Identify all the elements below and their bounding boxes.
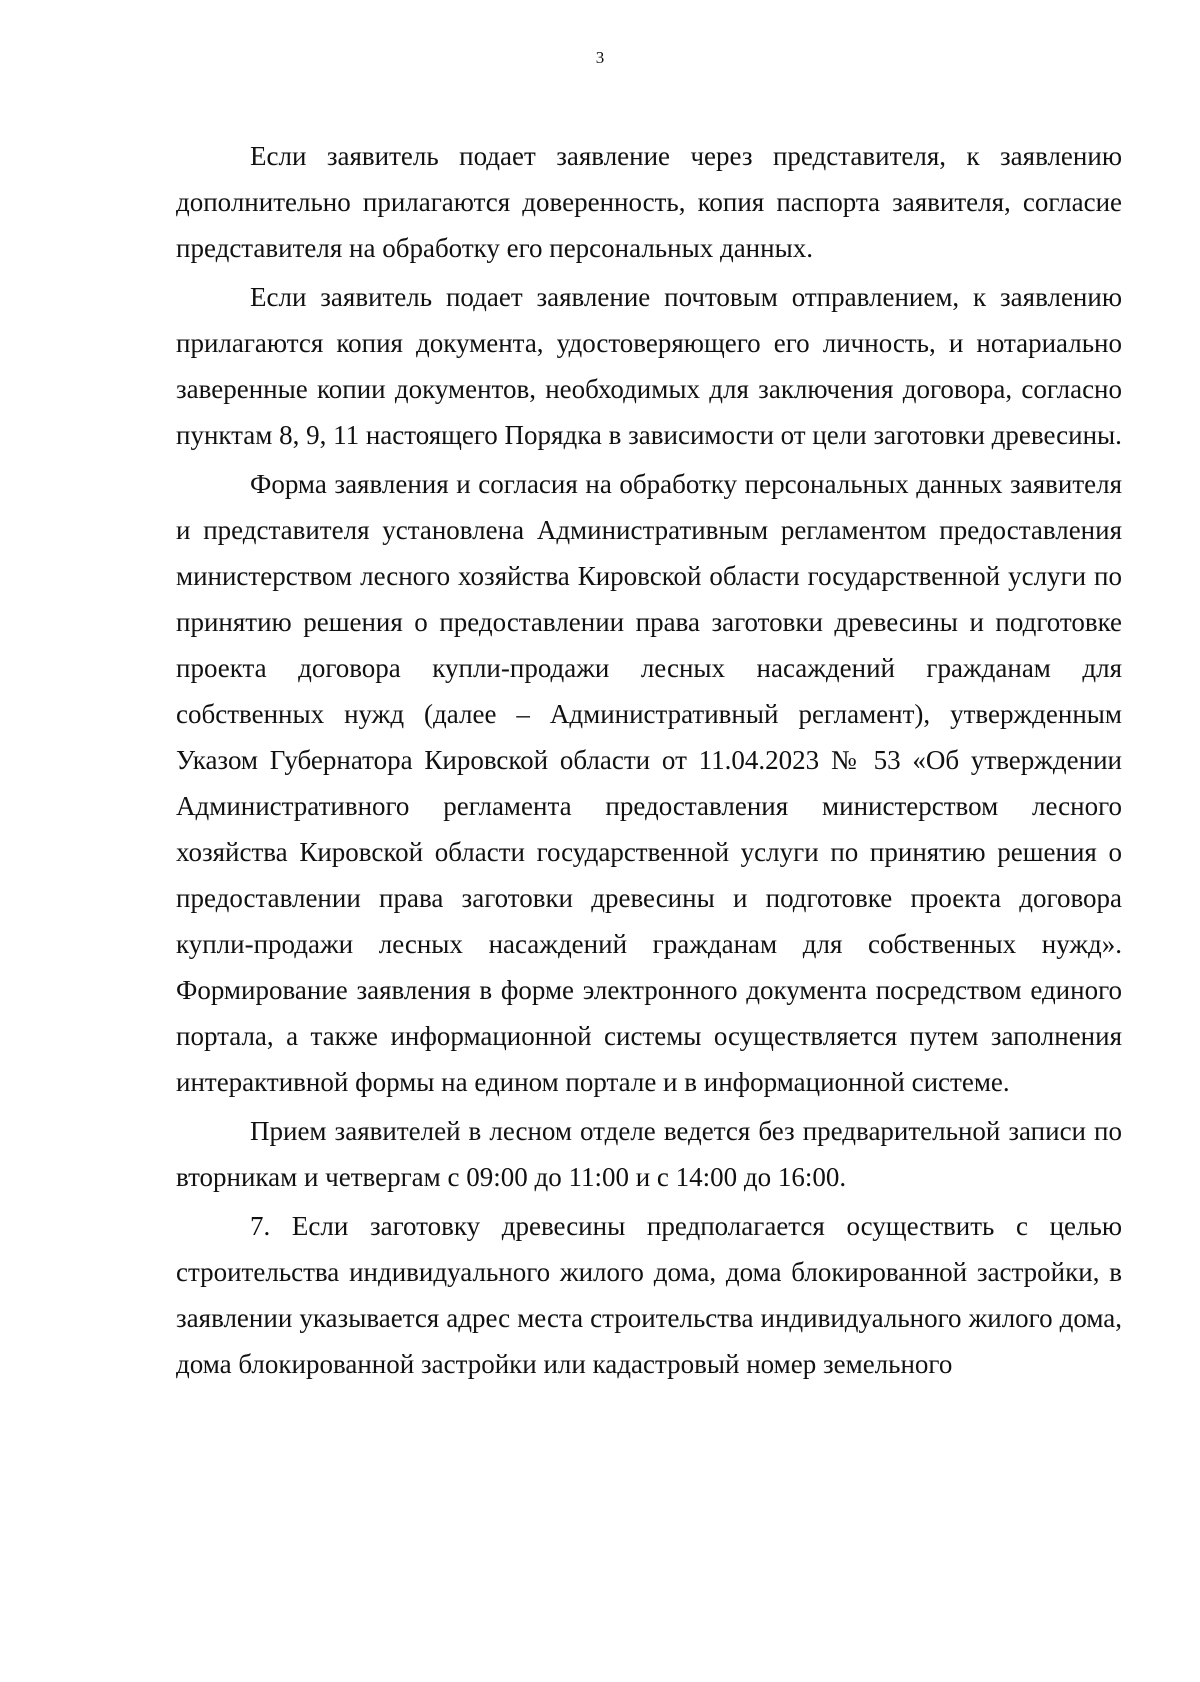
paragraph-reception-hours: Прием заявителей в лесном отделе ведется без предварительной записи по вторникам и четвергам с 09:00 до 11:00 и с 14:00 до 16:00. — [176, 1116, 1122, 1192]
document-body — [176, 133, 1122, 1390]
paragraph-application-form: Форма заявления и согласия на обработку персональных данных заявителя и представителя установлена Административным регламентом предоставления министерством лесного хозяйства Кировской области государственной услуги по принятию решения о предоставлении права заготовки древесины и подготовке проекта договора купли-продажи лесных насаждений гражданам для собственных нужд (далее – Административный регламент), утвержденным Указом Губернатора Кировской области от 11.04.2023 № 53 «Об утверждении Административного регламента предоставления министерством лесного хозяйства Кировской области государственной услуги по принятию решения о предоставлении права заготовки древесины и подготовке проекта договора купли-продажи лесных насаждений гражданам для собственных нужд». Формирование заявления в форме электронного документа посредством единого портала, а также информационной системы осуществляется путем заполнения интерактивной формы на едином портале и в информационной системе. — [176, 469, 1122, 1097]
page-number: 3 — [595, 48, 605, 67]
paragraph-postal: Если заявитель подает заявление почтовым отправлением, к заявлению прилагаются копия документа, удостоверяющего его личность, и нотариально заверенные копии документов, необходимых для заключения договора, согласно пунктам 8, 9, 11 настоящего Порядка в зависимости от цели заготовки древесины. — [176, 282, 1122, 450]
paragraph-item-7: 7. Если заготовку древесины предполагается осуществить с целью строительства индивидуального жилого дома, дома блокированной застройки, в заявлении указывается адрес места строительства индивидуального жилого дома, дома блокированной застройки или кадастровый номер земельного — [176, 1211, 1122, 1379]
paragraph-representative: Если заявитель подает заявление через представителя, к заявлению дополнительно прилагаются доверенность, копия паспорта заявителя, согласие представителя на обработку его персональных данных. — [176, 141, 1122, 263]
